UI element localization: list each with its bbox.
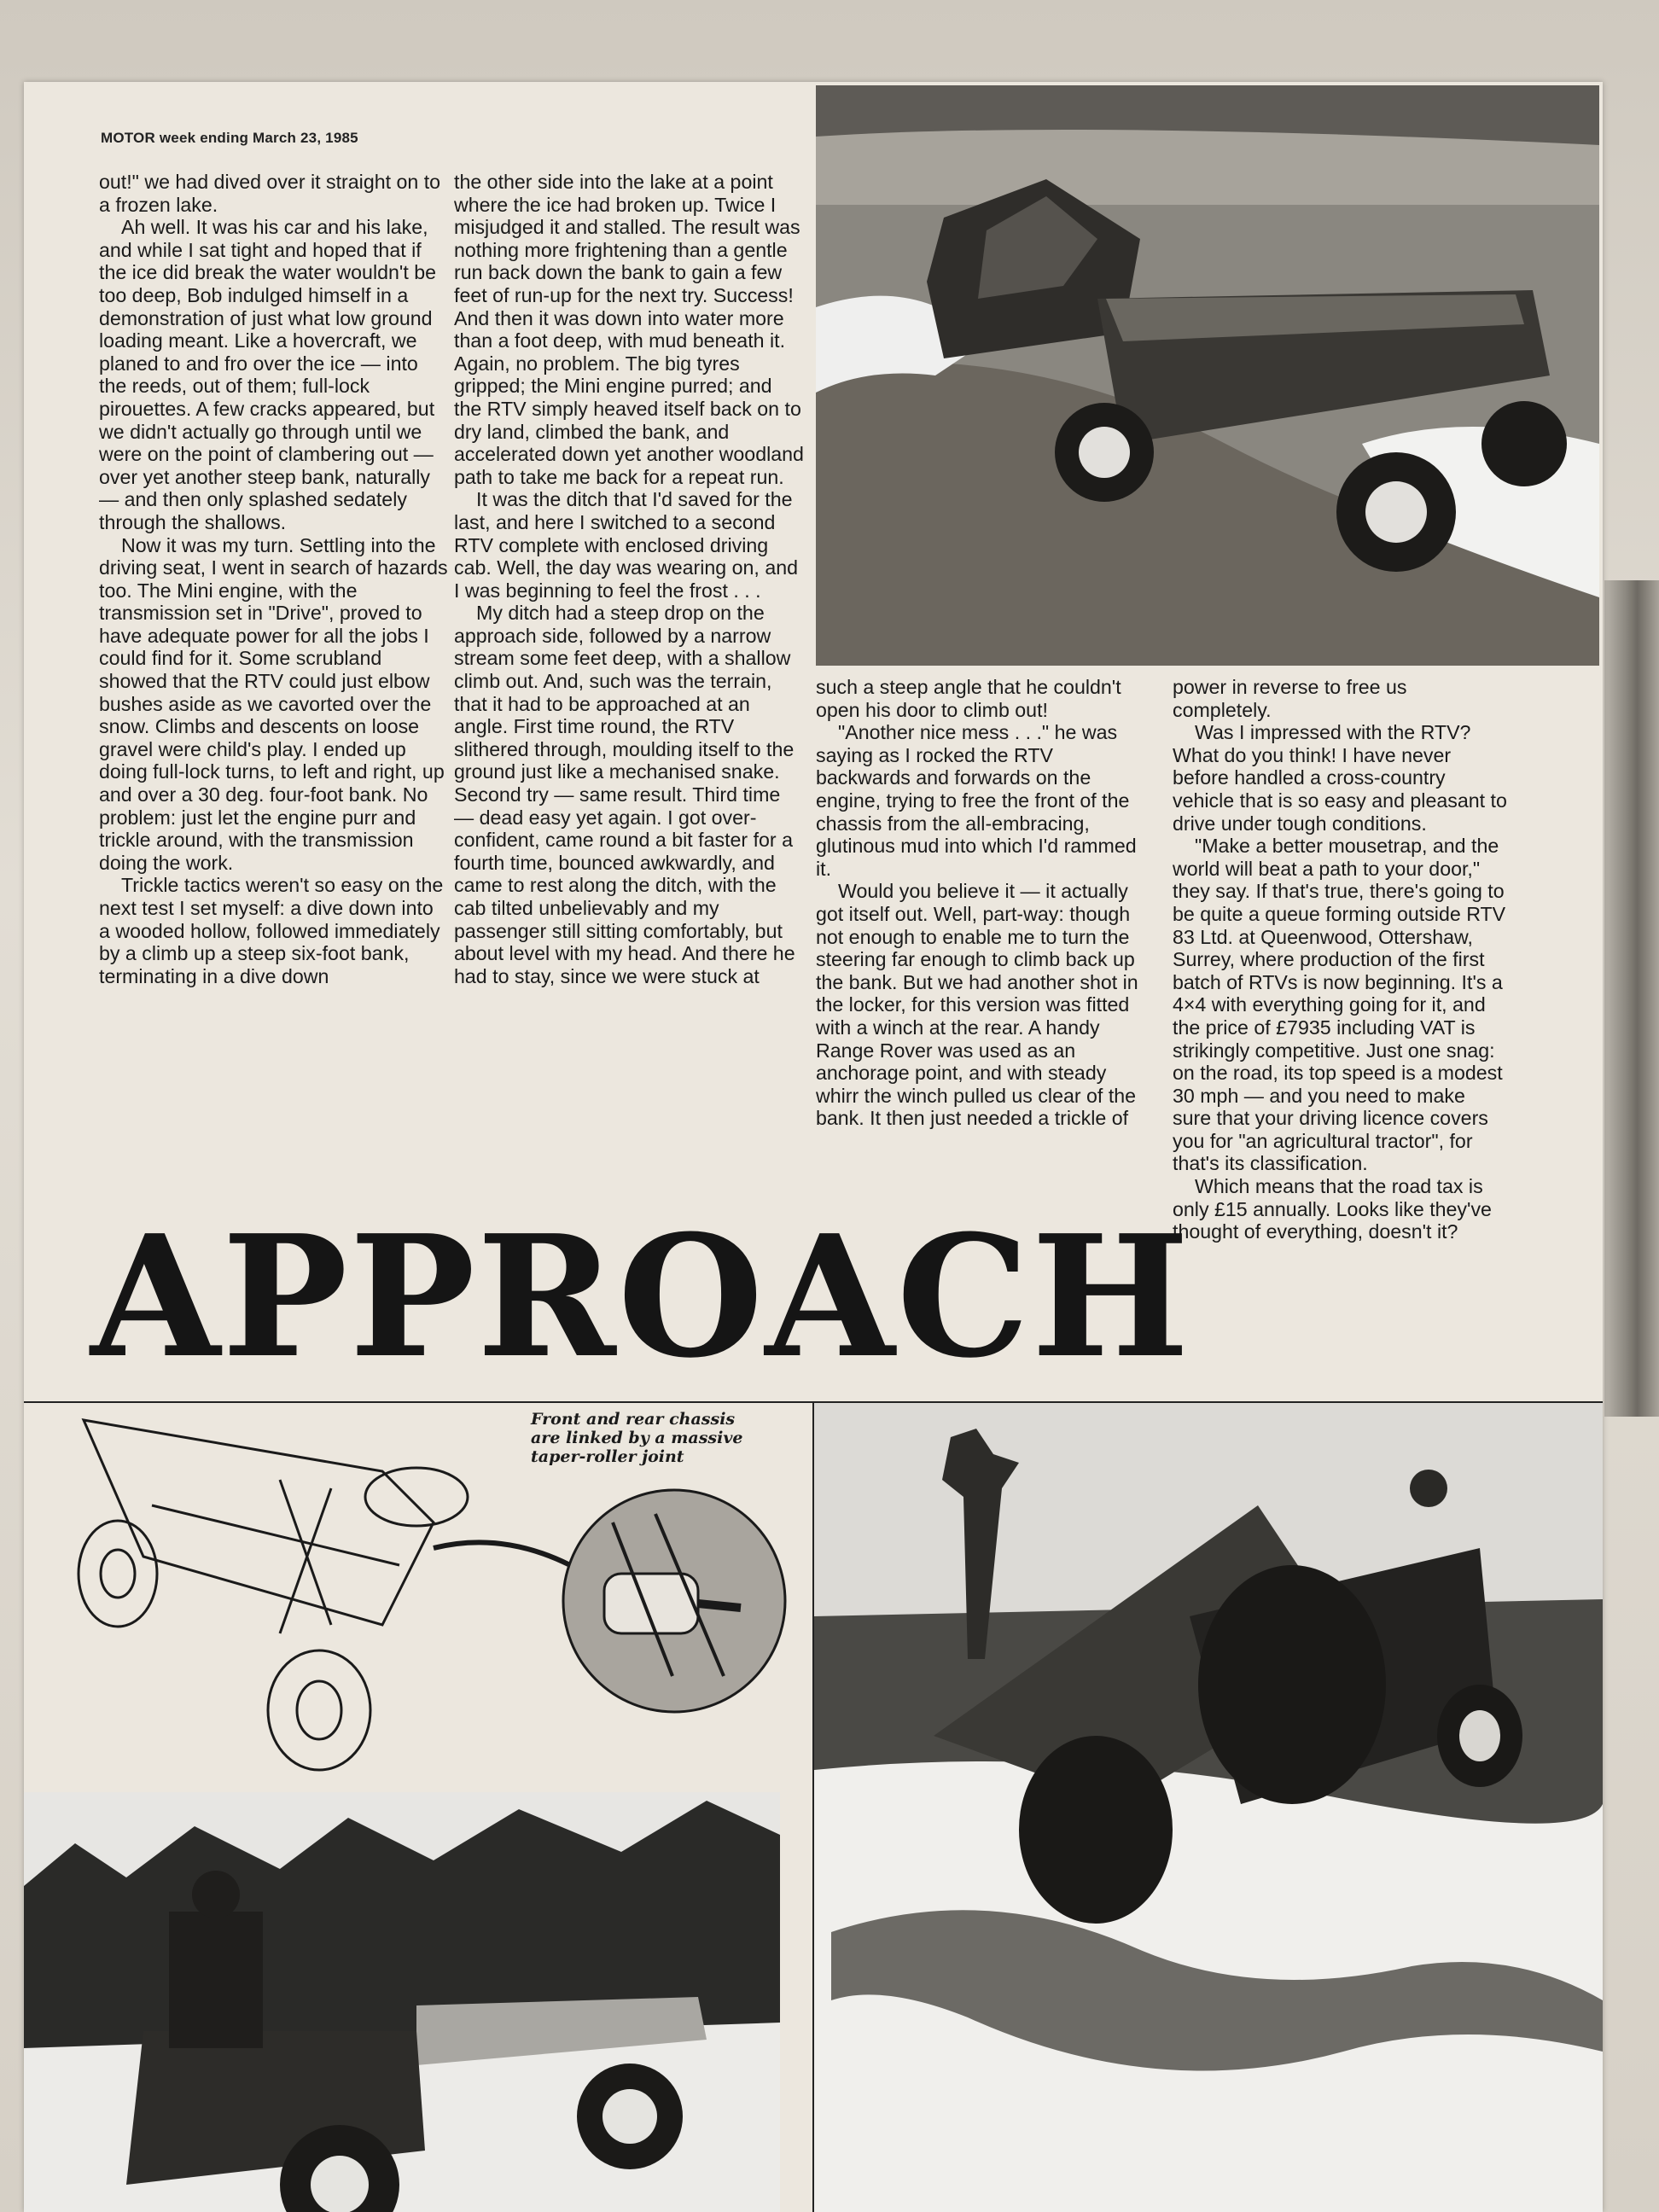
text-column-3	[816, 676, 1149, 1130]
paragraph: out!" we had dived over it straight on to a frozen lake.	[99, 171, 441, 216]
headline: APPROACH	[90, 1199, 1191, 1395]
paragraph: Which means that the road tax is only £15 annually. Looks like they've thought of everything, doesn't it?	[1173, 1175, 1492, 1243]
paragraph: Trickle tactics weren't so easy on the next test I set myself: a dive down into a wooded hollow, followed immediately by a climb up a steep six-foot bank, terminating in a dive down	[99, 874, 444, 987]
text-column-2	[454, 171, 804, 987]
text-column-1	[99, 171, 449, 987]
paragraph: "Another nice mess . . ." he was saying as I rocked the RTV backwards and forwards on the engine, trying to free the front of the chassis from the all-embracing, glutinous mud into which I'd rammed it.	[816, 721, 1137, 880]
photo-open-rtv-snow	[24, 1792, 780, 2212]
paragraph: the other side into the lake at a point where the ice had broken up. Twice I misjudged it and stalled. The result was nothing more frightening than a gentle run back down the bank to gain a few feet of run-up for the next try. Success! And then it was down into water more than a foot deep, with mud beneath it. Again, no problem. The big tyres gripped; the Mini engine purred; and the RTV simply heaved itself back on to dry land, climbed the bank, and accelerated down yet another woodland path to take me back for a repeat run.	[454, 171, 804, 488]
paragraph: Was I impressed with the RTV? What do you think! I have never before handled a cross-country vehicle that is so easy and pleasant to drive under tough conditions.	[1173, 721, 1507, 835]
paragraph: Now it was my turn. Settling into the driving seat, I went in search of hazards too. The Mini engine, with the transmission set in "Drive", proved to have adequate power for all the jobs I could find for it. Some scrubland showed that the RTV could just elbow bushes aside as we cavorted over the snow. Climbs and descents on loose gravel were child's play. I ended up doing full-lock turns, to left and right, up and over a 30 deg. four-foot bank. No problem: just let the engine purr and trickle around, with the transmission doing the work.	[99, 533, 448, 874]
paragraph: It was the ditch that I'd saved for the last, and here I switched to a second RTV complete with enclosed driving cab. Well, the day was wearing on, and I was beginning to feel the frost . . .	[454, 488, 799, 602]
running-header: MOTOR week ending March 23, 1985	[101, 130, 358, 146]
paragraph: Ah well. It was his car and his lake, and while I sat tight and hoped that if the ice did break the water wouldn't be too deep, Bob indulged himself in a demonstration of just what low ground loading meant. Like a hovercraft, we planed to and fro over the ice — into the reeds, out of them; full-lock pirouettes. A few cracks appeared, but we didn't actually go through until we were on the point of clambering out — over yet another steep bank, naturally — and then only splashed sedately through the shallows.	[99, 216, 436, 533]
magazine-page	[24, 82, 1603, 2212]
adjacent-page-edge	[1604, 580, 1659, 1417]
paragraph: Would you believe it — it actually got itself out. Well, part-way: though not enough to enable me to turn the steering far enough to climb back up the bank. But we had another shot in the locker, for this version was fitted with a winch at the rear. A handy Range Rover was used as an anchorage point, and with steady whirr the winch pulled us clear of the bank. It then just needed a trickle of	[816, 880, 1138, 1130]
paragraph: My ditch had a steep drop on the approach side, followed by a narrow stream some feet deep, with a shallow climb out. And, such was the terrain, that it had to be approached at an angle. First time round, the RTV slithered through, moulding itself to the ground just like a mechanised snake. Second try — same result. Third time — dead easy yet again. I got over-confident, came round a bit faster for a fourth time, bounced awkwardly, and came to rest along the ditch, with the cab tilted unbelievably and my passenger still sitting comfortably, but about level with my head. And there he had to stay, since we were stuck at	[454, 602, 795, 987]
text-column-4	[1173, 676, 1509, 1243]
photo-rtv-climbing-bank	[814, 1403, 1603, 2212]
figure-caption: Front and rear chassis are linked by a massive taper-roller joint	[531, 1410, 743, 1466]
paragraph: "Make a better mousetrap, and the world will beat a path to your door," they say. If that's true, there's going to be quite a queue forming outside RTV 83 Ltd. at Queenwood, Ottershaw, Surrey, where production of the first batch of RTVs is now beginning. It's a 4×4 with everything going for it, and the price of £7935 including VAT is strikingly competitive. Just one snag: on the road, its top speed is a modest 30 mph — and you need to make sure that your driving licence covers you for "an agricultural tractor", for that's its classification.	[1173, 835, 1506, 1175]
paragraph: such a steep angle that he couldn't open his door to climb out!	[816, 676, 1121, 721]
photo-rtv-cab-in-ditch	[816, 85, 1599, 666]
paragraph: power in reverse to free us completely.	[1173, 676, 1407, 721]
